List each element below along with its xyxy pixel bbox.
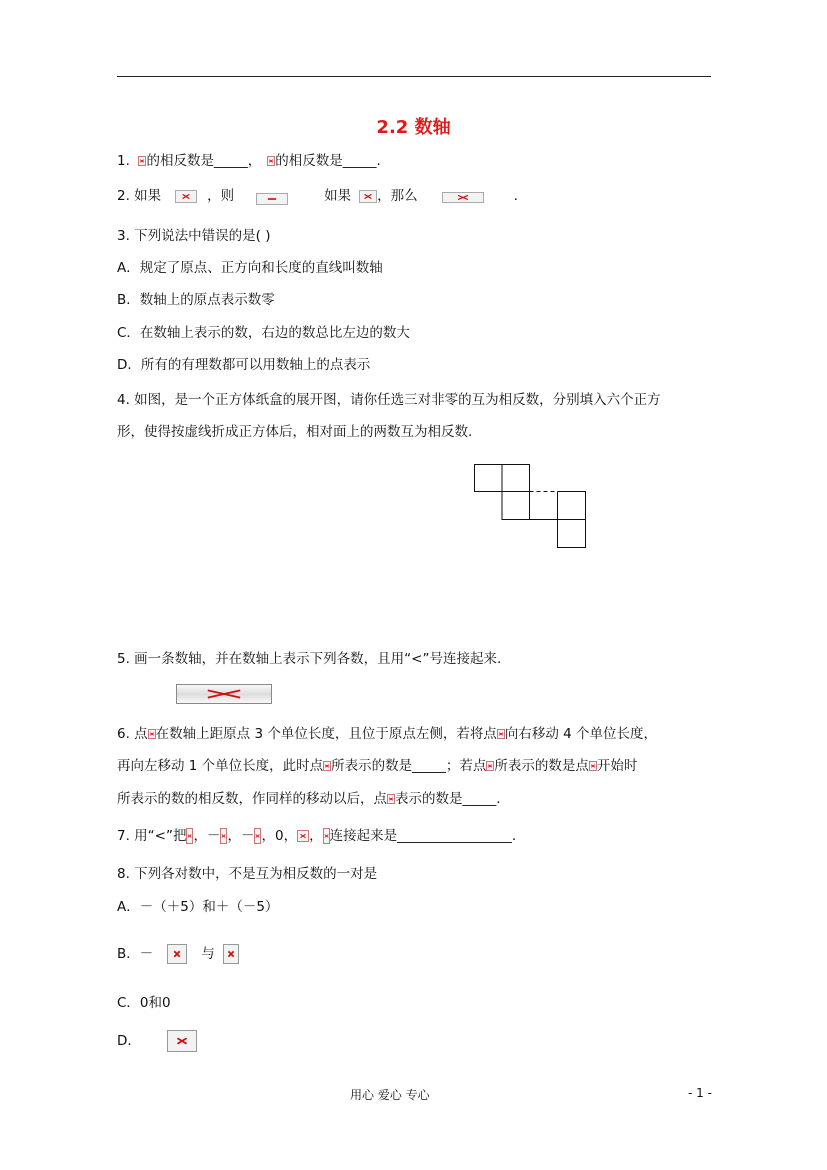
formula-image-icon <box>167 944 187 964</box>
formula-image-icon <box>138 156 146 166</box>
formula-image-icon <box>186 828 193 844</box>
q8-option-a: A．－（＋5）和＋（－5） <box>117 899 279 915</box>
q8-option-b <box>117 943 239 965</box>
q3-option-d: D．所有的有理数都可以用数轴上的点表示 <box>117 357 371 373</box>
q6-text: 表示的数是_____. <box>395 791 501 807</box>
q4-line-2: 形，使得按虚线折成正方体后，相对面上的两数互为相反数. <box>117 424 473 440</box>
question-2 <box>117 185 518 207</box>
q6-line-2 <box>117 755 637 777</box>
q3-option-b: B．数轴上的原点表示数零 <box>117 292 275 308</box>
footer-center: 用心 爱心 专心 <box>350 1088 430 1102</box>
q2-text-c: ，那么 <box>377 188 418 204</box>
q2-text-a: ，则 <box>207 188 235 204</box>
q7-text: 连接起来是_________________. <box>329 828 517 844</box>
formula-image-icon <box>175 190 197 203</box>
q5-text: 5. 画一条数轴，并在数轴上表示下列各数，且用“<”号连接起来. <box>117 651 502 667</box>
formula-image-icon <box>267 156 275 166</box>
formula-image-icon <box>254 828 261 844</box>
question-1 <box>117 150 381 172</box>
q8-b-text: 与 <box>201 946 215 962</box>
q3-option-a: A．规定了原点、正方向和长度的直线叫数轴 <box>117 260 383 276</box>
q6-text: 向右移动 4 个单位长度， <box>504 726 658 742</box>
formula-image-icon <box>167 1030 197 1052</box>
q6-text: 所表示的数是_____；若点 <box>331 758 487 774</box>
q6-line-3 <box>117 788 501 810</box>
page-title: 2.2 数轴 <box>376 117 451 138</box>
header-rule <box>117 76 711 77</box>
cube-net-diagram <box>474 464 586 548</box>
formula-image-icon <box>297 830 309 842</box>
q8-d-text: D． <box>117 1033 141 1049</box>
q8-option-d <box>117 1030 197 1052</box>
formula-image-icon <box>486 761 494 771</box>
q6-text: 在数轴上距原点 3 个单位长度，且位于原点左侧，若将点 <box>155 726 497 742</box>
formula-image-icon <box>148 729 156 739</box>
formula-image-icon <box>387 794 395 804</box>
formula-image-icon <box>589 761 597 771</box>
formula-image-icon <box>176 684 272 704</box>
q6-text: 所表示的数是点 <box>494 758 589 774</box>
question-3-stem: 3. 下列说法中错误的是( ) <box>117 228 271 244</box>
q2-text-b: 如果 <box>324 188 352 204</box>
q6-text: 开始时 <box>596 758 638 774</box>
q1-number: 1. <box>117 153 130 169</box>
q4-line-1: 4. 如图，是一个正方体纸盒的展开图，请你任选三对非零的互为相反数，分别填入六个正方 <box>117 392 661 408</box>
q6-line-1 <box>117 723 657 745</box>
q2-end: . <box>513 188 518 204</box>
formula-image-icon <box>323 761 331 771</box>
q7-text: ，－ <box>227 828 255 844</box>
page-number: - 1 - <box>688 1086 712 1100</box>
formula-image-icon <box>256 193 288 205</box>
q2-text-lead: 2. 如果 <box>117 188 162 204</box>
q1-text-a: 的相反数是_____， <box>146 153 262 169</box>
q7-text: 7. 用“<”把 <box>117 828 187 844</box>
q6-text: 所表示的数的相反数，作同样的移动以后，点 <box>117 791 387 807</box>
formula-image-icon <box>497 729 505 739</box>
q8-option-c: C．0和0 <box>117 995 171 1011</box>
q3-option-c: C．在数轴上表示的数，右边的数总比左边的数大 <box>117 325 410 341</box>
q1-text-b: 的相反数是_____. <box>275 153 381 169</box>
question-7 <box>117 825 516 847</box>
q6-text: 6. 点 <box>117 726 148 742</box>
q7-text: ，－ <box>193 828 221 844</box>
q8-stem: 8. 下列各对数中，不是互为相反数的一对是 <box>117 866 378 882</box>
formula-image-icon <box>442 192 484 203</box>
q8-b-text: B．－ <box>117 946 154 962</box>
formula-image-icon <box>323 828 330 844</box>
formula-image-icon <box>359 190 377 203</box>
q6-text: 再向左移动 1 个单位长度，此时点 <box>117 758 324 774</box>
formula-image-icon <box>220 828 227 844</box>
formula-image-icon <box>223 944 239 964</box>
q7-text: ，0， <box>261 828 298 844</box>
q7-text: ， <box>309 828 323 844</box>
